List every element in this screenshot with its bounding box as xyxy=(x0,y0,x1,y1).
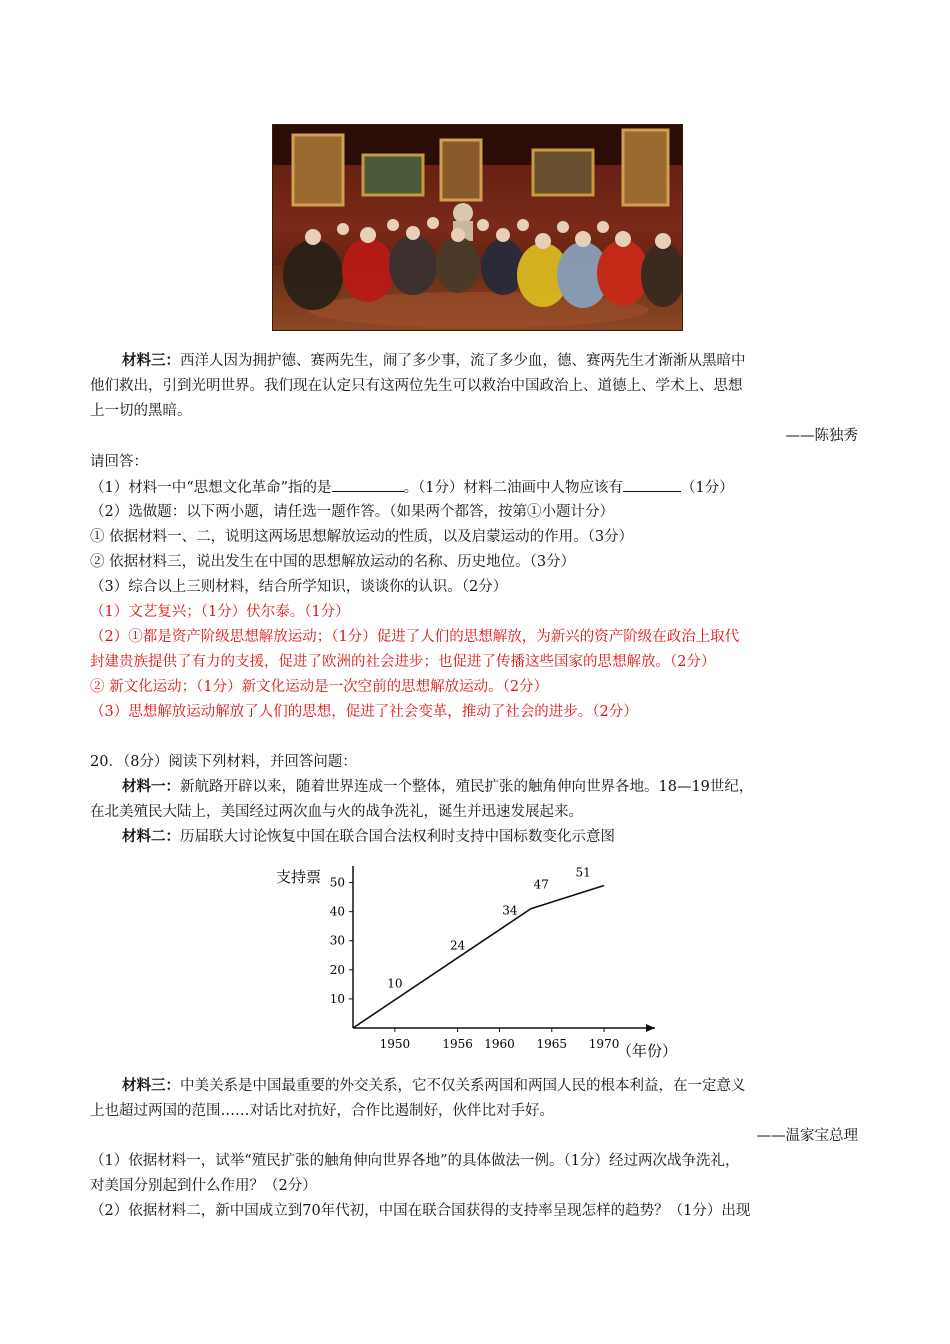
data-label: 34 xyxy=(502,903,518,918)
q20-question1-line1: （1）依据材料一，试举“殖民扩张的触角伸向世界各地”的具体做法一例。（1分）经过两次战争洗礼， xyxy=(90,1153,740,1169)
data-label: 24 xyxy=(449,938,466,953)
data-label: 51 xyxy=(575,865,591,880)
q20-header: 20．（8分）阅读下列材料，并回答问题： xyxy=(90,754,357,770)
material3-source: ——陈独秀 xyxy=(785,428,858,444)
question-2-option-1: ① 依据材料一、二，说明这两场思想解放运动的性质，以及启蒙运动的作用。（3分） xyxy=(90,529,634,545)
y-tick-label: 20 xyxy=(329,962,345,977)
answer-blank-2[interactable] xyxy=(623,477,681,492)
series-line xyxy=(353,885,604,1028)
question-1-part-b: 。（1分）材料二油画中人物应该有 xyxy=(403,480,624,496)
answer-prompt: 请回答： xyxy=(90,454,148,470)
question-1 xyxy=(90,477,734,498)
q20-material3-line2: 上也超过两国的范围……对话比对抗好，合作比遏制好，伙伴比对手好。 xyxy=(90,1103,554,1119)
question-2-option-2: ② 依据材料三，说出发生在中国的思想解放运动的名称、历史地位。（3分） xyxy=(90,554,576,570)
salon-painting xyxy=(272,124,683,331)
answer-2-line1: （2）①都是资产阶级思想解放运动；（1分）促进了人们的思想解放，为新兴的资产阶级在政治上取代 xyxy=(90,629,740,645)
answer-2-option-2: ② 新文化运动；（1分）新文化运动是一次空前的思想解放运动。（2分） xyxy=(90,679,549,695)
x-tick-label: 1956 xyxy=(442,1037,473,1051)
support-votes-chart-svg xyxy=(265,858,685,1058)
x-axis-title: （年份） xyxy=(617,1042,678,1058)
q20-material3-text1: 中美关系是中国最重要的外交关系，它不仅关系两国和两国人民的根本利益，在一定意义 xyxy=(180,1078,746,1094)
answer-blank-1[interactable] xyxy=(332,477,404,492)
answer-1: （1）文艺复兴；（1分）伏尔泰。（1分） xyxy=(90,604,350,620)
y-tick-label: 50 xyxy=(329,875,345,890)
y-tick-label: 40 xyxy=(329,904,345,919)
data-label: 47 xyxy=(533,877,549,892)
x-tick-label: 1950 xyxy=(379,1037,411,1051)
question-3: （3）综合以上三则材料，结合所学知识，谈谈你的认识。（2分） xyxy=(90,579,508,595)
material3-line2: 他们救出，引到光明世界。我们现在认定只有这两位先生可以救治中国政治上、道德上、学术上、思想 xyxy=(90,378,743,394)
q20-material2-line xyxy=(122,827,615,847)
material3-line1 xyxy=(122,351,746,371)
q20-material1-label: 材料一： xyxy=(122,778,180,795)
q20-material3-line1 xyxy=(122,1076,746,1096)
material3-line3: 上一切的黑暗。 xyxy=(90,403,192,419)
y-axis-title: 支持票 xyxy=(275,868,321,886)
q20-question2-line1: （2）依据材料二，新中国成立到70年代初，中国在联合国获得的支持率呈现怎样的趋势？（1分）出现 xyxy=(90,1203,751,1219)
question-2: （2）选做题：以下两小题，请任选一题作答。（如果两个都答，按第①小题计分） xyxy=(90,504,614,520)
support-votes-chart xyxy=(265,858,685,1058)
x-axis-arrow-icon xyxy=(646,1024,655,1032)
q20-material2-label: 材料二： xyxy=(122,828,180,845)
q20-material1-text1: 新航路开辟以来，随着世界连成一个整体，殖民扩张的触角伸向世界各地。18—19世纪， xyxy=(180,779,754,795)
data-label: 10 xyxy=(387,976,403,991)
y-tick-label: 30 xyxy=(329,933,345,948)
salon-painting-art xyxy=(273,125,682,330)
material3-label: 材料三： xyxy=(122,352,180,369)
q20-material3-label: 材料三： xyxy=(122,1077,180,1094)
answer-2-line2: 封建贵族提供了有力的支援，促进了欧洲的社会进步；也促进了传播这些国家的思想解放。（2分） xyxy=(90,654,716,670)
x-tick-label: 1970 xyxy=(588,1037,620,1051)
q20-material3-source: ——温家宝总理 xyxy=(756,1128,858,1144)
x-tick-label: 1960 xyxy=(484,1037,515,1051)
material3-text1: 西洋人因为拥护德、赛两先生，闹了多少事，流了多少血，德、赛两先生才渐渐从黑暗中 xyxy=(180,353,746,369)
q20-question1-line2: 对美国分别起到什么作用？（2分） xyxy=(90,1178,317,1194)
q20-material1-line1 xyxy=(122,777,753,797)
question-1-part-a: （1）材料一中“思想文化革命”指的是 xyxy=(90,480,332,496)
q20-material1-line2: 在北美殖民大陆上，美国经过两次血与火的战争洗礼，诞生并迅速发展起来。 xyxy=(90,804,583,820)
question-1-part-c: （1分） xyxy=(681,480,734,496)
x-tick-label: 1965 xyxy=(536,1037,568,1051)
q20-material2-text: 历届联大讨论恢复中国在联合国合法权利时支持中国标数变化示意图 xyxy=(180,829,615,845)
answer-3: （3）思想解放运动解放了人们的思想，促进了社会变革，推动了社会的进步。（2分） xyxy=(90,704,638,720)
y-tick-label: 10 xyxy=(329,991,345,1006)
